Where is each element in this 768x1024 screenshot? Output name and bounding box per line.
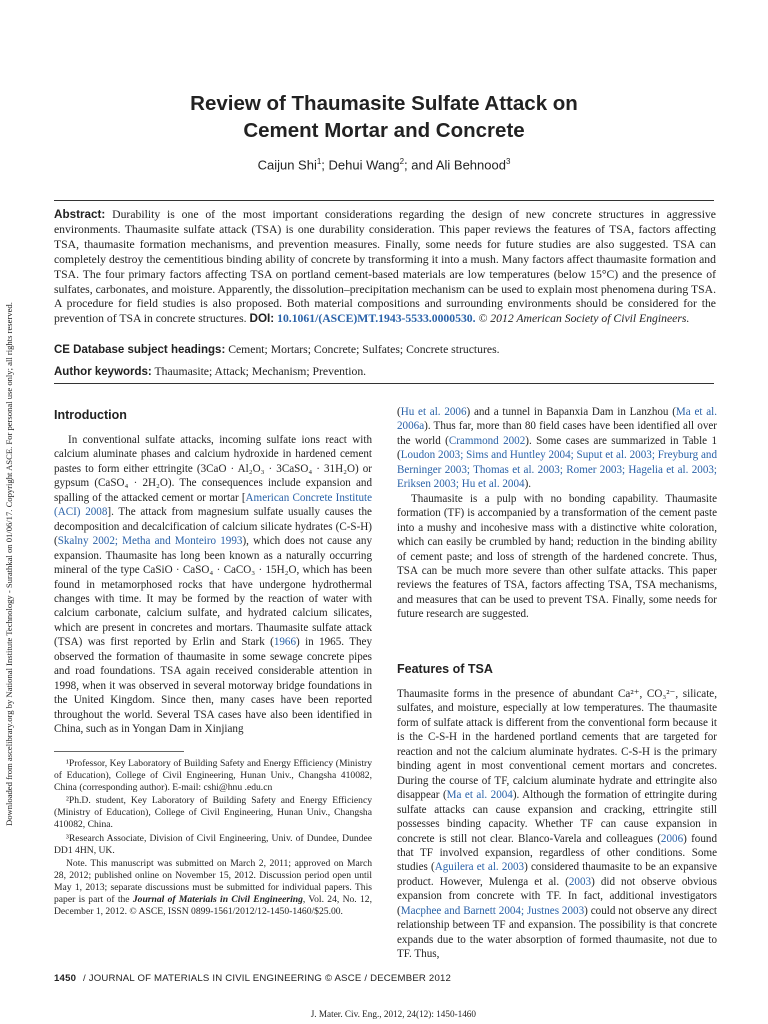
- ref-link[interactable]: American Concrete Institute (ACI) 2008: [54, 491, 373, 519]
- author-keywords: Author keywords: Thaumasite; Attack; Mechanism; Prevention.: [54, 365, 367, 378]
- ref-link[interactable]: Loudon 2003; Sims and Huntley 2004; Suput et al. 2003; Freyburg and Berninger 2003; Thomas et al. 2003; Romer 2003; Hagelia et al. 2003; Eriksen 2003; Hu et al. 2004: [397, 449, 717, 491]
- citation-line: J. Mater. Civ. Eng., 2012, 24(12): 1450-1460: [310, 1009, 476, 1019]
- ce-subject-headings: CE Database subject headings: Cement; Mortars; Concrete; Sulfates; Concrete structures.: [54, 343, 500, 356]
- section-heading-features: Features of TSA: [397, 662, 493, 676]
- right-column-text: (Hu et al. 2006) and a tunnel in Bapanxia Dam in Lanzhou (Ma et al. 2006a). Thus far, more than 80 field cases have been identified all over the world (Crammond 2002). Some cases are summarized in Table 1 (Loudon 2003; Sims and Huntley 2004; Suput et al. 2003; Freyburg and Berninger 2003; Thomas et al. 2003; Romer 2003; Hagelia et al. 2003; Eriksen 2003; Hu et al. 2004). Thaumasite is a pulp with no bonding capability. Thaumasite formation (TF) is accompanied by a transformation of the cement paste into a mushy and incohesive mass with a distinctive white coloration, which can easily be crumbled by hand; reduction in the binding ability of cement paste; and loss of strength of the hardened concrete. Thus, TSA can be much more severe than other sulfate attacks. This paper reviews the features of TSA, factors affecting TSA, TSA mechanisms, and measures that can be used to prevent TSA. Finally, some needs for future research are suggested.: [397, 406, 717, 621]
- ref-link[interactable]: 1966: [273, 636, 296, 649]
- abstract: Abstract: Durability is one of the most important considerations regarding the design of new concrete structures in aggressive environments. Thaumasite sulfate attack (TSA) is one durability consideration. This paper reviews the features of TSA, factors affecting TSA, thaumasite formation mechanisms, and prevention measures. Finally, some needs for future studies are also suggested. TSA can completely destroy the cementitious binding ability of concrete by transforming it into a mush. Many factors affect thaumasite formation and TSA. The four primary factors affecting TSA on portland cement-based materials are low temperatures (below 15°C) and the presence of sulfates, carbonates, and moisture. Apparently, the dissolution–precipitation mechanism can be used to explain most phenomena during TSA. A procedure for field studies is also proposed. Both material compositions and surrounding environments should be considered for the prevention of TSA in concrete structures. DOI: 10.1061/(ASCE)MT.1943-5533.0000530. © 2012 American Society of Civil Engineers.: [54, 208, 716, 326]
- ref-link[interactable]: 2003: [568, 875, 592, 888]
- ref-link[interactable]: Hu et al. 2006: [400, 406, 467, 418]
- page-footer: 1450 / JOURNAL OF MATERIALS IN CIVIL ENGINEERING © ASCE / DECEMBER 2012: [54, 973, 452, 984]
- ref-link[interactable]: Macphee and Barnett 2004; Justnes 2003: [400, 904, 585, 917]
- ref-link[interactable]: Skalny 2002; Metha and Monteiro 1993: [57, 535, 243, 548]
- paper-title: Review of Thaumasite Sulfate Attack on Cement Mortar and Concrete: [190, 92, 578, 142]
- ref-link[interactable]: Ma et al. 2004: [446, 789, 513, 802]
- abstract-bottom-rule: [54, 383, 714, 384]
- ref-link[interactable]: Ma et al. 2006a: [397, 406, 717, 433]
- doi-link[interactable]: 10.1061/(ASCE)MT.1943-5533.0000530.: [277, 312, 476, 326]
- section-heading-introduction: Introduction: [54, 408, 127, 422]
- top-rule: [54, 200, 714, 201]
- ref-link[interactable]: Aguilera et al. 2003: [434, 861, 525, 874]
- ref-link[interactable]: Crammond 2002: [448, 434, 526, 447]
- authors: Caijun Shi$^1$; Dehui Wang$^2$; and Ali Behnood$^3$: [257, 157, 511, 173]
- download-notice: Downloaded from ascelibrary.org by National Institute Technology - Surathkal on 01/06/17. Copyright ASCE. For personal use only; all rights reserved.: [4, 302, 14, 826]
- intro-paragraph: In conventional sulfate attacks, incoming sulfate ions react with calcium aluminate phases and calcium hydroxide in hardened cement pastes to form either ettringite (3CaO · Al₂O₃ · 3CaSO₄ · 31H₂O) or gypsum (CaSO₄ · 2H₂O). The consequences include expansion and spalling of the attacked cement or mortar [American Concrete Institute (ACI) 2008]. The attack from magnesium sulfate usually causes the decomposition and decalcification of calcium silicate hydrates (C-S-H) (Skalny 2002; Metha and Monteiro 1993), which does not cause any expansion. Thaumasite has long been known as a naturally occurring mineral of the type CaSiO · CaSO₄ · CaCO₃ · 15H₂O, which has been found in metamorphosed rocks that have undergone hydrothermal changes with time. It may be formed by the reaction of water with calcium carbonate, calcium sulfate, and hydrated calcium silicates, which are present in concretes and mortars. Thaumasite sulfate attack (TSA) was first reported by Erlin and Stark (1966) in 1965. They observed the formation of thaumasite in some sewage concrete pipes and road foundations. TSA again received considerable attention in 1998, when it was observed in several motorway bridge foundations in the United Kingdom. Since then, many cases have been reported throughout the world. Several TSA cases have also been identified in China, such as in Yongan Dam in Xinjiang: [54, 434, 373, 736]
- ref-link[interactable]: 2006: [660, 832, 684, 845]
- footnote-rule: [54, 751, 184, 752]
- footnotes: ¹Professor, Key Laboratory of Building Safety and Energy Efficiency (Ministry of Education), College of Civil Engineering, Hunan Univ., Changsha 410082, China (corresponding author). E-mail: cshi@hnu .edu.cn ²Ph.D. student, Key Laboratory of Building Safety and Energy Efficiency (Ministry of Education), College of Civil Engineering, Hunan Univ., Changsha 410082, China. ³Research Associate, Division of Civil Engineering, Univ. of Dundee, Dundee DD1 4HN, UK. Note. This manuscript was submitted on March 2, 2011; approved on March 28, 2012; published online on November 15, 2012. Discussion period open until May 1, 2013; separate discussions must be submitted for individual papers. This paper is part of the Journal of Materials in Civil Engineering, Vol. 24, No. 12, December 1, 2012. © ASCE, ISSN 0899-1561/2012/12-1450-1460/$25.00.: [54, 758, 372, 918]
- features-paragraph: Thaumasite forms in the presence of abundant Ca²⁺, CO₃²⁻, silicate, sulfates, and moisture, especially at low temperatures. The thaumasite form of sulfate attack is different from the conventional form because it is the C-S-H in the hardened portland cements that are targeted for reaction and not the calcium aluminate hydrates. C-S-H is the primary binding agent in most conventional cement mortars and concretes. During the course of TF, calcium aluminate hydrate and ettringite also disappear (Ma et al. 2004). Although the formation of ettringite during sulfate attacks can cause expansion and cracking, ettringite still possesses binding capacity. Whether TF can cause expansion in concrete is still not clear. Blanco-Varela and colleagues (2006) found that TF involved expansion, regardless of other conditions. Some studies (Aguilera et al. 2003) considered thaumasite to be an expansive product. However, Mulenga et al. (2003) did not observe obvious expansion from concrete with TF. In fact, additional investigators (Macphee and Barnett 2004; Justnes 2003) could not observe any direct relationship between TF and expansion. The possibility is that concrete expands due to the water absorption of formed thaumasite, not due to TF. Thus,: [397, 688, 717, 961]
